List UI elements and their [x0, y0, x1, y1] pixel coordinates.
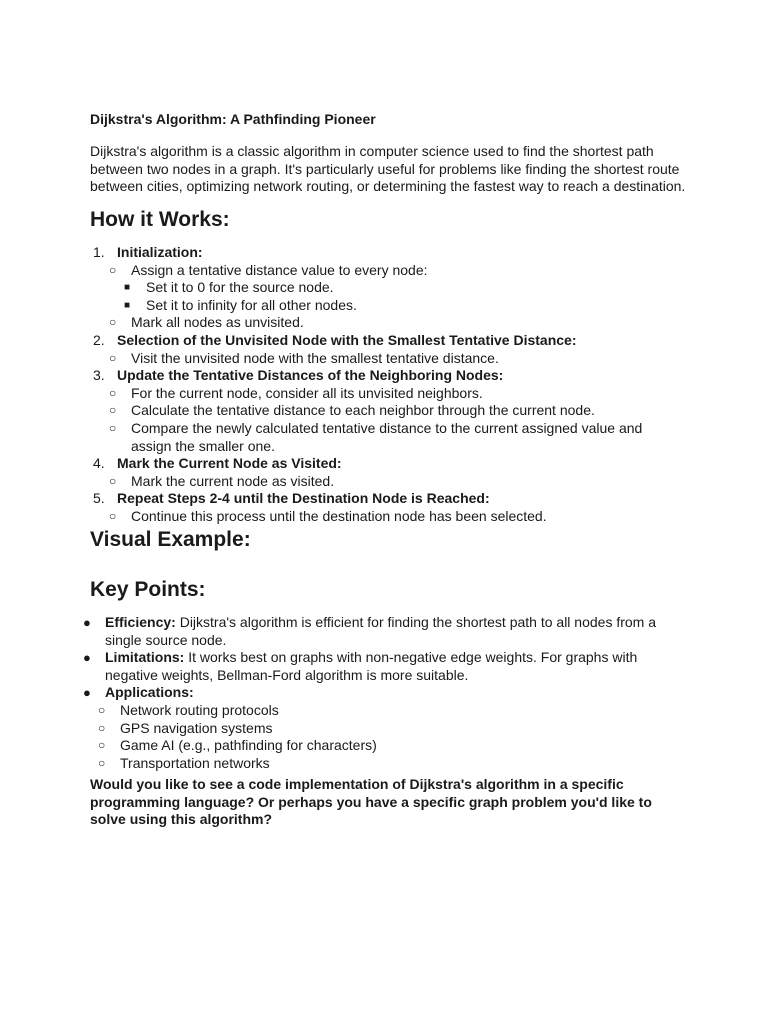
key-point-text — [105, 684, 194, 702]
application-item — [0, 702, 768, 720]
closing-question — [90, 776, 690, 829]
visual-example-heading: Visual Example: — [90, 528, 251, 551]
step-subsub-item — [0, 297, 768, 315]
key-point-body: It works best on graphs with non-negative edge weights. For graphs with — [184, 649, 638, 666]
intro-line: between cities, optimizing network routing, or determining the fastest way to reach a destination. — [90, 178, 686, 195]
hollow-circle-bullet-icon: ○ — [98, 702, 106, 717]
key-point-continuation — [0, 667, 768, 685]
key-point-continuation — [0, 632, 768, 650]
hollow-circle-bullet-icon: ○ — [98, 755, 106, 770]
key-point-item — [0, 649, 768, 667]
step-item — [0, 490, 768, 508]
how-it-works-heading: How it Works: — [90, 208, 230, 231]
key-point-body: negative weights, Bellman-Ford algorithm is more suitable. — [105, 666, 469, 683]
step-sub-item — [0, 350, 768, 368]
step-title: Repeat Steps 2-4 until the Destination Node is Reached: — [117, 490, 490, 507]
key-point-item — [0, 684, 768, 702]
application-text: Network routing protocols — [120, 701, 279, 718]
square-bullet-icon: ■ — [124, 299, 131, 311]
step-sub-text: Calculate the tentative distance to each neighbor through the current node. — [131, 402, 595, 419]
hollow-circle-bullet-icon: ○ — [109, 420, 117, 435]
step-sub-text: Compare the newly calculated tentative distance to the current assigned value and — [131, 419, 643, 436]
closing-line: Would you like to see a code implementation of Dijkstra's algorithm in a specific — [90, 776, 624, 792]
closing-line: solve using this algorithm? — [90, 811, 273, 828]
closing-line: programming language? Or perhaps you have a specific graph problem you'd like to — [90, 793, 652, 810]
step-sub-text: Visit the unvisited node with the smallest tentative distance. — [131, 349, 499, 366]
filled-circle-bullet-icon: ● — [83, 685, 91, 701]
key-point-label: Applications: — [105, 684, 194, 701]
application-text: Game AI (e.g., pathfinding for characters) — [120, 737, 377, 754]
step-title: Selection of the Unvisited Node with the Smallest Tentative Distance: — [117, 331, 577, 348]
step-sub-text: Mark all nodes as unvisited. — [131, 314, 304, 331]
step-sub-item — [0, 473, 768, 491]
step-sub-text: Mark the current node as visited. — [131, 472, 335, 489]
step-number: 2. — [93, 331, 105, 348]
hollow-circle-bullet-icon: ○ — [109, 385, 117, 400]
step-sub-item — [0, 262, 768, 280]
filled-circle-bullet-icon: ● — [83, 615, 91, 630]
step-title: Update the Tentative Distances of the Neighboring Nodes: — [117, 367, 504, 384]
square-bullet-icon: ■ — [124, 282, 131, 294]
intro-line: between two nodes in a graph. It's particularly useful for problems like finding the shortest route — [90, 160, 680, 177]
step-sub-text: Assign a tentative distance value to every node: — [131, 261, 428, 278]
key-point-item — [0, 614, 768, 632]
document-title: Dijkstra's Algorithm: A Pathfinding Pioneer — [90, 111, 376, 127]
step-title: Initialization: — [117, 244, 203, 260]
hollow-circle-bullet-icon: ○ — [109, 315, 117, 330]
step-sub-text: assign the smaller one. — [131, 437, 275, 454]
hollow-circle-bullet-icon: ○ — [109, 262, 117, 277]
application-text: GPS navigation systems — [120, 719, 273, 736]
step-item — [0, 455, 768, 473]
key-point-text — [105, 614, 656, 632]
intro-paragraph — [90, 143, 690, 196]
steps-list — [0, 244, 768, 526]
step-subsub-item — [0, 279, 768, 297]
step-number: 3. — [93, 367, 105, 384]
hollow-circle-bullet-icon: ○ — [98, 720, 106, 735]
key-points-list — [0, 614, 768, 772]
hollow-circle-bullet-icon: ○ — [109, 473, 117, 488]
step-sub-continuation — [0, 438, 768, 456]
step-sub-item — [0, 508, 768, 526]
application-item — [0, 755, 768, 773]
application-item — [0, 737, 768, 755]
key-point-body: single source node. — [105, 631, 227, 648]
hollow-circle-bullet-icon: ○ — [109, 508, 117, 523]
step-number: 5. — [93, 490, 105, 507]
hollow-circle-bullet-icon: ○ — [109, 350, 117, 365]
intro-line: Dijkstra's algorithm is a classic algorithm in computer science used to find the shortest path — [90, 143, 654, 159]
application-item — [0, 720, 768, 738]
application-text: Transportation networks — [120, 754, 270, 771]
step-item — [0, 332, 768, 350]
step-subsub-text: Set it to 0 for the source node. — [146, 279, 334, 296]
step-sub-text: For the current node, consider all its unvisited neighbors. — [131, 384, 483, 401]
step-item — [0, 367, 768, 385]
key-point-label: Efficiency: — [105, 614, 176, 630]
key-point-text — [105, 649, 637, 667]
key-point-label: Limitations: — [105, 649, 185, 666]
key-points-heading: Key Points: — [90, 578, 206, 601]
step-sub-item — [0, 402, 768, 420]
step-number: 1. — [93, 244, 105, 260]
step-sub-text: Continue this process until the destination node has been selected. — [131, 507, 547, 524]
step-sub-item — [0, 420, 768, 438]
step-number: 4. — [93, 455, 105, 472]
key-point-body: Dijkstra's algorithm is efficient for finding the shortest path to all nodes from a — [175, 614, 657, 630]
hollow-circle-bullet-icon: ○ — [109, 403, 117, 418]
filled-circle-bullet-icon: ● — [83, 650, 91, 666]
hollow-circle-bullet-icon: ○ — [98, 738, 106, 753]
step-sub-item — [0, 314, 768, 332]
step-item — [0, 244, 768, 262]
step-title: Mark the Current Node as Visited: — [117, 455, 342, 472]
step-sub-item — [0, 385, 768, 403]
step-subsub-text: Set it to infinity for all other nodes. — [146, 296, 357, 313]
